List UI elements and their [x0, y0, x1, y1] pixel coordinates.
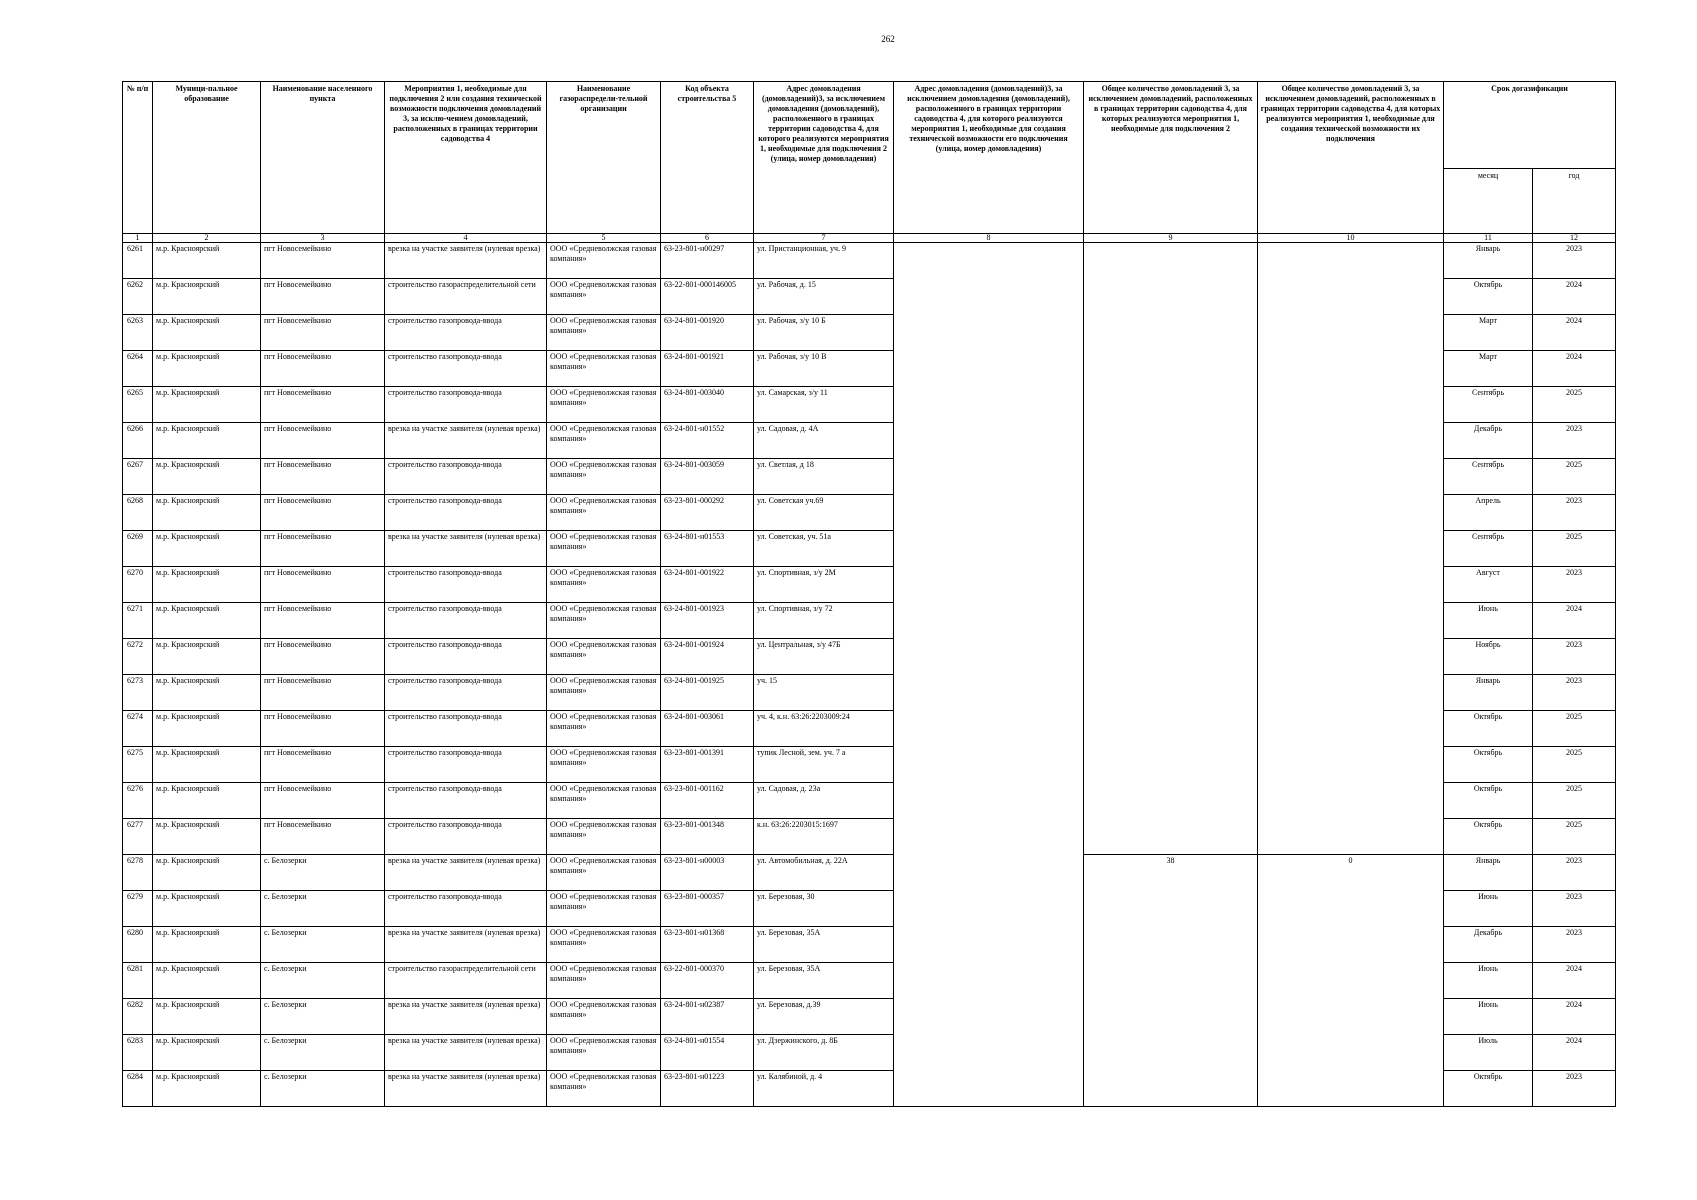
- deadline-year-cell: 2025: [1533, 747, 1616, 783]
- row-number: 6276: [123, 783, 153, 819]
- row-number: 6267: [123, 459, 153, 495]
- deadline-year-cell: 2023: [1533, 927, 1616, 963]
- object-code-cell: 63-24-801-н02387: [661, 999, 754, 1035]
- organization-cell: ООО «Средневолжская газовая компания»: [547, 855, 661, 891]
- object-code-cell: 63-23-801-н01223: [661, 1071, 754, 1107]
- settlement-cell: пгт Новосемейкино: [261, 639, 385, 675]
- event-cell: врезка на участке заявителя (нулевая врезка): [385, 531, 547, 567]
- address-cell: ул. Березовая, 35А: [754, 927, 894, 963]
- column-number: 3: [261, 234, 385, 243]
- settlement-cell: пгт Новосемейкино: [261, 495, 385, 531]
- row-number: 6280: [123, 927, 153, 963]
- object-code-cell: 63-24-801-н01554: [661, 1035, 754, 1071]
- deadline-year-cell: 2023: [1533, 675, 1616, 711]
- organization-cell: ООО «Средневолжская газовая компания»: [547, 567, 661, 603]
- object-code-cell: 63-23-801-001348: [661, 819, 754, 855]
- deadline-month-cell: Декабрь: [1444, 423, 1533, 459]
- address-cell: уч. 15: [754, 675, 894, 711]
- header-events: Мероприятия 1, необходимые для подключения 2 или создания технической возможности подключения домовладений 3, за исклю-чением домовладений, расположенных в границах территории садоводства 4: [385, 82, 547, 234]
- municipality-cell: м.р. Красноярский: [153, 711, 261, 747]
- deadline-year-cell: 2023: [1533, 855, 1616, 891]
- row-number: 6273: [123, 675, 153, 711]
- row-number: 6264: [123, 351, 153, 387]
- address-cell: тупик Лесной, зем. уч. 7 а: [754, 747, 894, 783]
- deadline-year-cell: 2025: [1533, 459, 1616, 495]
- event-cell: строительство газопровода-ввода: [385, 711, 547, 747]
- object-code-cell: 63-24-801-001921: [661, 351, 754, 387]
- municipality-cell: м.р. Красноярский: [153, 531, 261, 567]
- deadline-month-cell: Июль: [1444, 1035, 1533, 1071]
- deadline-year-cell: 2023: [1533, 1071, 1616, 1107]
- deadline-month-cell: Июнь: [1444, 999, 1533, 1035]
- event-cell: строительство газопровода-ввода: [385, 819, 547, 855]
- municipality-cell: м.р. Красноярский: [153, 999, 261, 1035]
- deadline-year-cell: 2024: [1533, 999, 1616, 1035]
- address-cell: ул. Советская, уч. 51а: [754, 531, 894, 567]
- address-cell: ул. Светлая, д 18: [754, 459, 894, 495]
- municipality-cell: м.р. Красноярский: [153, 819, 261, 855]
- address-cell: ул. Спортивная, з/у 2М: [754, 567, 894, 603]
- object-code-cell: 63-24-801-001920: [661, 315, 754, 351]
- event-cell: строительство газораспределительной сети: [385, 279, 547, 315]
- settlement-cell: пгт Новосемейкино: [261, 603, 385, 639]
- organization-cell: ООО «Средневолжская газовая компания»: [547, 1035, 661, 1071]
- column-numbers-row: [123, 234, 1616, 243]
- column-number: 7: [754, 234, 894, 243]
- deadline-year-cell: 2023: [1533, 495, 1616, 531]
- deadline-year-cell: 2025: [1533, 819, 1616, 855]
- settlement-cell: пгт Новосемейкино: [261, 747, 385, 783]
- event-cell: врезка на участке заявителя (нулевая врезка): [385, 423, 547, 459]
- organization-cell: ООО «Средневолжская газовая компания»: [547, 1071, 661, 1107]
- deadline-year-cell: 2024: [1533, 315, 1616, 351]
- settlement-cell: с. Белозерки: [261, 855, 385, 891]
- municipality-cell: м.р. Красноярский: [153, 315, 261, 351]
- address-cell: ул. Рабочая, д. 15: [754, 279, 894, 315]
- address-cell: ул. Автомобильная, д. 22А: [754, 855, 894, 891]
- organization-cell: ООО «Средневолжская газовая компания»: [547, 603, 661, 639]
- municipality-cell: м.р. Красноярский: [153, 1071, 261, 1107]
- settlement-cell: пгт Новосемейкино: [261, 783, 385, 819]
- object-code-cell: 63-24-801-003059: [661, 459, 754, 495]
- page-number: 262: [881, 34, 895, 44]
- settlement-cell: пгт Новосемейкино: [261, 675, 385, 711]
- deadline-year-cell: 2025: [1533, 783, 1616, 819]
- column-number: 12: [1533, 234, 1616, 243]
- organization-cell: ООО «Средневолжская газовая компания»: [547, 819, 661, 855]
- row-number: 6282: [123, 999, 153, 1035]
- address-cell: ул. Калябиной, д. 4: [754, 1071, 894, 1107]
- settlement-cell: пгт Новосемейкино: [261, 531, 385, 567]
- deadline-month-cell: Октябрь: [1444, 783, 1533, 819]
- column-number: 10: [1258, 234, 1444, 243]
- municipality-cell: м.р. Красноярский: [153, 495, 261, 531]
- address-cell: ул. Березовая, 35А: [754, 963, 894, 999]
- address-cell: ул. Рабочая, з/у 10 В: [754, 351, 894, 387]
- municipality-cell: м.р. Красноярский: [153, 891, 261, 927]
- settlement-cell: пгт Новосемейкино: [261, 423, 385, 459]
- object-code-cell: 63-24-801-001925: [661, 675, 754, 711]
- deadline-year-cell: 2023: [1533, 567, 1616, 603]
- object-code-cell: 63-24-801-001924: [661, 639, 754, 675]
- header-num: № п/п: [123, 82, 153, 234]
- gasification-table: [122, 81, 1616, 1107]
- event-cell: строительство газопровода-ввода: [385, 603, 547, 639]
- organization-cell: ООО «Средневолжская газовая компания»: [547, 315, 661, 351]
- deadline-month-cell: Октябрь: [1444, 747, 1533, 783]
- row-number: 6281: [123, 963, 153, 999]
- municipality-cell: м.р. Красноярский: [153, 243, 261, 279]
- object-code-cell: 63-24-801-001922: [661, 567, 754, 603]
- deadline-month-cell: Октябрь: [1444, 279, 1533, 315]
- organization-cell: ООО «Средневолжская газовая компания»: [547, 927, 661, 963]
- deadline-month-cell: Октябрь: [1444, 711, 1533, 747]
- deadline-month-cell: Сентябрь: [1444, 459, 1533, 495]
- row-number: 6277: [123, 819, 153, 855]
- address-cell: ул. Дзержинского, д. 8Б: [754, 1035, 894, 1071]
- event-cell: строительство газопровода-ввода: [385, 459, 547, 495]
- row-number: 6261: [123, 243, 153, 279]
- count-connection-cell: [1084, 243, 1258, 855]
- row-number: 6278: [123, 855, 153, 891]
- settlement-cell: пгт Новосемейкино: [261, 243, 385, 279]
- event-cell: строительство газопровода-ввода: [385, 351, 547, 387]
- organization-cell: ООО «Средневолжская газовая компания»: [547, 279, 661, 315]
- count-connection-cell: 38: [1084, 855, 1258, 1107]
- object-code-cell: 63-22-801-000370: [661, 963, 754, 999]
- deadline-month-cell: Январь: [1444, 855, 1533, 891]
- address-cell: ул. Садовая, д. 23а: [754, 783, 894, 819]
- settlement-cell: с. Белозерки: [261, 891, 385, 927]
- header-year: год: [1533, 169, 1616, 234]
- row-number: 6262: [123, 279, 153, 315]
- event-cell: строительство газопровода-ввода: [385, 891, 547, 927]
- event-cell: строительство газопровода-ввода: [385, 315, 547, 351]
- row-number: 6274: [123, 711, 153, 747]
- header-deadline: Срок догазификации: [1444, 82, 1616, 169]
- deadline-month-cell: Август: [1444, 567, 1533, 603]
- column-number: 5: [547, 234, 661, 243]
- event-cell: врезка на участке заявителя (нулевая врезка): [385, 1071, 547, 1107]
- organization-cell: ООО «Средневолжская газовая компания»: [547, 639, 661, 675]
- settlement-cell: пгт Новосемейкино: [261, 315, 385, 351]
- deadline-year-cell: 2023: [1533, 891, 1616, 927]
- deadline-month-cell: Декабрь: [1444, 927, 1533, 963]
- event-cell: врезка на участке заявителя (нулевая врезка): [385, 927, 547, 963]
- settlement-cell: с. Белозерки: [261, 927, 385, 963]
- municipality-cell: м.р. Красноярский: [153, 963, 261, 999]
- object-code-cell: 63-23-801-н00003: [661, 855, 754, 891]
- object-code-cell: 63-23-801-000357: [661, 891, 754, 927]
- row-number: 6275: [123, 747, 153, 783]
- organization-cell: ООО «Средневолжская газовая компания»: [547, 711, 661, 747]
- municipality-cell: м.р. Красноярский: [153, 639, 261, 675]
- organization-cell: ООО «Средневолжская газовая компания»: [547, 423, 661, 459]
- settlement-cell: пгт Новосемейкино: [261, 351, 385, 387]
- event-cell: строительство газопровода-ввода: [385, 387, 547, 423]
- event-cell: строительство газопровода-ввода: [385, 495, 547, 531]
- address-technical-cell: [894, 243, 1084, 1107]
- municipality-cell: м.р. Красноярский: [153, 927, 261, 963]
- address-cell: к.н. 63:26:2203015:1697: [754, 819, 894, 855]
- settlement-cell: с. Белозерки: [261, 963, 385, 999]
- object-code-cell: 63-23-801-001391: [661, 747, 754, 783]
- object-code-cell: 63-24-801-001923: [661, 603, 754, 639]
- deadline-year-cell: 2025: [1533, 387, 1616, 423]
- address-cell: уч. 4, к.н. 63:26:2203009:24: [754, 711, 894, 747]
- row-number: 6269: [123, 531, 153, 567]
- address-cell: ул. Центральная, з/у 47Б: [754, 639, 894, 675]
- address-cell: ул. Березовая, 30: [754, 891, 894, 927]
- event-cell: строительство газопровода-ввода: [385, 639, 547, 675]
- organization-cell: ООО «Средневолжская газовая компания»: [547, 459, 661, 495]
- header-municipality: Муници-пальное образование: [153, 82, 261, 234]
- header-address-connection: Адрес домовладения (домовладений)3, за исключением домовладения (домовладений), расположенного в границах территории садоводства 4, для которого реализуются мероприятия 1, необходимые для подключения 2 (улица, номер домовладения): [754, 82, 894, 234]
- event-cell: строительство газопровода-ввода: [385, 675, 547, 711]
- deadline-year-cell: 2024: [1533, 351, 1616, 387]
- deadline-month-cell: Апрель: [1444, 495, 1533, 531]
- address-cell: ул. Советская уч.69: [754, 495, 894, 531]
- organization-cell: ООО «Средневолжская газовая компания»: [547, 783, 661, 819]
- event-cell: строительство газопровода-ввода: [385, 567, 547, 603]
- row-number: 6283: [123, 1035, 153, 1071]
- deadline-month-cell: Январь: [1444, 243, 1533, 279]
- deadline-year-cell: 2023: [1533, 423, 1616, 459]
- municipality-cell: м.р. Красноярский: [153, 675, 261, 711]
- object-code-cell: 63-23-801-н00297: [661, 243, 754, 279]
- column-number: 1: [123, 234, 153, 243]
- column-number: 9: [1084, 234, 1258, 243]
- municipality-cell: м.р. Красноярский: [153, 567, 261, 603]
- deadline-month-cell: Сентябрь: [1444, 531, 1533, 567]
- header-settlement: Наименование населенного пункта: [261, 82, 385, 234]
- row-number: 6271: [123, 603, 153, 639]
- settlement-cell: пгт Новосемейкино: [261, 819, 385, 855]
- column-number: 6: [661, 234, 754, 243]
- deadline-year-cell: 2024: [1533, 963, 1616, 999]
- settlement-cell: пгт Новосемейкино: [261, 711, 385, 747]
- deadline-month-cell: Январь: [1444, 675, 1533, 711]
- deadline-month-cell: Июнь: [1444, 603, 1533, 639]
- deadline-month-cell: Март: [1444, 315, 1533, 351]
- organization-cell: ООО «Средневолжская газовая компания»: [547, 531, 661, 567]
- settlement-cell: с. Белозерки: [261, 999, 385, 1035]
- organization-cell: ООО «Средневолжская газовая компания»: [547, 891, 661, 927]
- column-number: 11: [1444, 234, 1533, 243]
- deadline-year-cell: 2024: [1533, 1035, 1616, 1071]
- organization-cell: ООО «Средневолжская газовая компания»: [547, 495, 661, 531]
- address-cell: ул. Спортивная, з/у 72: [754, 603, 894, 639]
- organization-cell: ООО «Средневолжская газовая компания»: [547, 675, 661, 711]
- row-number: 6272: [123, 639, 153, 675]
- event-cell: строительство газораспределительной сети: [385, 963, 547, 999]
- event-cell: строительство газопровода-ввода: [385, 747, 547, 783]
- address-cell: ул. Рабочая, з/у 10 Б: [754, 315, 894, 351]
- row-number: 6268: [123, 495, 153, 531]
- object-code-cell: 63-24-801-н01552: [661, 423, 754, 459]
- row-number: 6265: [123, 387, 153, 423]
- column-number: 2: [153, 234, 261, 243]
- deadline-year-cell: 2024: [1533, 603, 1616, 639]
- row-number: 6279: [123, 891, 153, 927]
- municipality-cell: м.р. Красноярский: [153, 423, 261, 459]
- column-number: 8: [894, 234, 1084, 243]
- organization-cell: ООО «Средневолжская газовая компания»: [547, 351, 661, 387]
- row-number: 6284: [123, 1071, 153, 1107]
- header-organization: Наименование газораспредели-тельной организации: [547, 82, 661, 234]
- table-row: [123, 855, 1616, 891]
- municipality-cell: м.р. Красноярский: [153, 1035, 261, 1071]
- deadline-month-cell: Ноябрь: [1444, 639, 1533, 675]
- settlement-cell: пгт Новосемейкино: [261, 459, 385, 495]
- organization-cell: ООО «Средневолжская газовая компания»: [547, 387, 661, 423]
- deadline-month-cell: Сентябрь: [1444, 387, 1533, 423]
- deadline-year-cell: 2023: [1533, 243, 1616, 279]
- deadline-month-cell: Октябрь: [1444, 1071, 1533, 1107]
- municipality-cell: м.р. Красноярский: [153, 783, 261, 819]
- municipality-cell: м.р. Красноярский: [153, 855, 261, 891]
- table-row: [123, 243, 1616, 279]
- column-number: 4: [385, 234, 547, 243]
- municipality-cell: м.р. Красноярский: [153, 603, 261, 639]
- deadline-month-cell: Март: [1444, 351, 1533, 387]
- event-cell: строительство газопровода-ввода: [385, 783, 547, 819]
- settlement-cell: пгт Новосемейкино: [261, 279, 385, 315]
- event-cell: врезка на участке заявителя (нулевая врезка): [385, 243, 547, 279]
- address-cell: ул. Самарская, з/у 11: [754, 387, 894, 423]
- object-code-cell: 63-23-801-001162: [661, 783, 754, 819]
- object-code-cell: 63-24-801-003061: [661, 711, 754, 747]
- settlement-cell: с. Белозерки: [261, 1035, 385, 1071]
- header-count-technical: Общее количество домовладений 3, за исключением домовладений, расположенных в границах территории садоводства 4, для которых реализуются мероприятия 1, необходимые для создания технической возможности их подключения: [1258, 82, 1444, 234]
- organization-cell: ООО «Средневолжская газовая компания»: [547, 747, 661, 783]
- row-number: 6270: [123, 567, 153, 603]
- object-code-cell: 63-23-801-000292: [661, 495, 754, 531]
- organization-cell: ООО «Средневолжская газовая компания»: [547, 243, 661, 279]
- municipality-cell: м.р. Красноярский: [153, 351, 261, 387]
- deadline-year-cell: 2024: [1533, 279, 1616, 315]
- address-cell: ул. Пристанционная, уч. 9: [754, 243, 894, 279]
- municipality-cell: м.р. Красноярский: [153, 459, 261, 495]
- header-address-technical: Адрес домовладения (домовладений)3, за исключением домовладения (домовладений), расположенного в границах территории садоводства 4, для которого реализуются мероприятия 1, необходимые для создания технической возможности его подключения (улица, номер домовладения): [894, 82, 1084, 234]
- deadline-year-cell: 2023: [1533, 639, 1616, 675]
- settlement-cell: пгт Новосемейкино: [261, 567, 385, 603]
- header-month: месяц: [1444, 169, 1533, 234]
- municipality-cell: м.р. Красноярский: [153, 747, 261, 783]
- address-cell: ул. Садовая, д. 4А: [754, 423, 894, 459]
- object-code-cell: 63-22-801-000146005: [661, 279, 754, 315]
- event-cell: врезка на участке заявителя (нулевая врезка): [385, 855, 547, 891]
- event-cell: врезка на участке заявителя (нулевая врезка): [385, 999, 547, 1035]
- deadline-year-cell: 2025: [1533, 531, 1616, 567]
- count-technical-cell: 0: [1258, 855, 1444, 1107]
- deadline-month-cell: Июнь: [1444, 891, 1533, 927]
- deadline-month-cell: Июнь: [1444, 963, 1533, 999]
- organization-cell: ООО «Средневолжская газовая компания»: [547, 963, 661, 999]
- deadline-month-cell: Октябрь: [1444, 819, 1533, 855]
- deadline-year-cell: 2025: [1533, 711, 1616, 747]
- object-code-cell: 63-23-801-н01368: [661, 927, 754, 963]
- object-code-cell: 63-24-801-н01553: [661, 531, 754, 567]
- settlement-cell: пгт Новосемейкино: [261, 387, 385, 423]
- header-count-connection: Общее количество домовладений 3, за исключением домовладений, расположенных в границах территории садоводства 4, для которых реализуются мероприятия 1, необходимые для подключения 2: [1084, 82, 1258, 234]
- row-number: 6263: [123, 315, 153, 351]
- object-code-cell: 63-24-801-003040: [661, 387, 754, 423]
- event-cell: врезка на участке заявителя (нулевая врезка): [385, 1035, 547, 1071]
- municipality-cell: м.р. Красноярский: [153, 279, 261, 315]
- settlement-cell: с. Белозерки: [261, 1071, 385, 1107]
- header-object-code: Код объекта строительства 5: [661, 82, 754, 234]
- municipality-cell: м.р. Красноярский: [153, 387, 261, 423]
- address-cell: ул. Березовая, д.39: [754, 999, 894, 1035]
- organization-cell: ООО «Средневолжская газовая компания»: [547, 999, 661, 1035]
- count-technical-cell: [1258, 243, 1444, 855]
- row-number: 6266: [123, 423, 153, 459]
